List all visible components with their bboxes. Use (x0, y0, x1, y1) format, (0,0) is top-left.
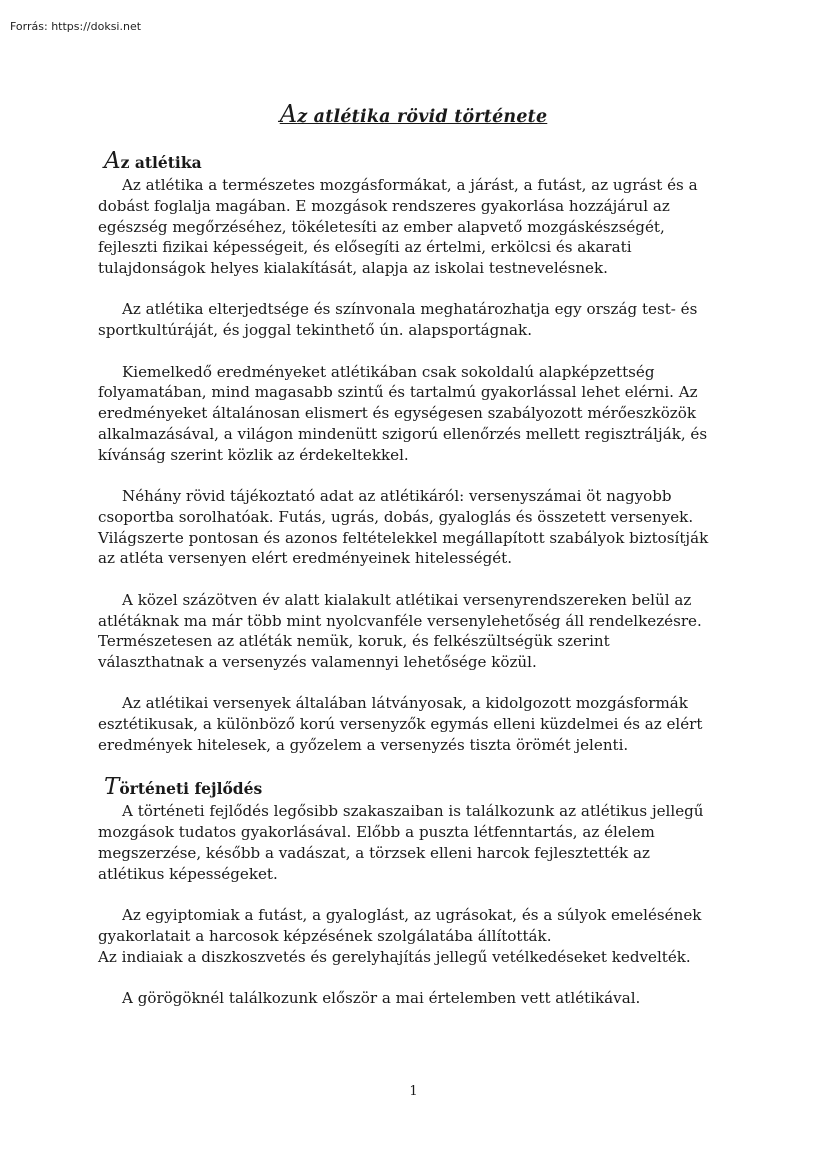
source-line: Forrás: https://doksi.net (10, 20, 142, 33)
paragraph: Az atlétikai versenyek általában látványosak, a kidolgozott mozgásformák esztétikusak, a különböző korú versenyzők egymás elleni küzdelmei és az elért eredmények hitelesek, a győzelem a versenyzés tiszta örömét jelenti. (98, 694, 703, 755)
paragraph: Az atlétika elterjedtsége és színvonala meghatározhatja egy ország test- és sportkultúráját, és joggal tekinthető ún. alapsportágnak. (98, 300, 698, 340)
title-initial: A (279, 100, 298, 128)
paragraph: A történeti fejlődés legősibb szakaszaiban is találkozunk az atlétikus jellegű mozgások tudatos gyakorlásával. Előbb a puszta létfenntartás, az élelem megszerzése, később a vadászat, a törzsek elleni harcok fejlesztették az atlétikus képességeket. (98, 802, 704, 883)
title-text: z atlétika rövid története (297, 107, 548, 127)
heading-text: z atlétika (120, 153, 202, 172)
paragraph: Az atlétika a természetes mozgásformákat, a járást, a futást, az ugrást és a dobást foglalja magában. E mozgások rendszeres gyakorlása hozzájárul az egészség megőrzéséhez, tökéletesíti az ember alapvető mozgáskészségét, fejleszti fizikai képességeit, és elősegíti az értelmi, erkölcsi és akarati tulajdonságok helyes kialakítását, alapja az iskolai testnevelésnek. (98, 176, 698, 278)
paragraph: Az egyiptomiak a futást, a gyaloglást, az ugrásokat, és a súlyok emelésének gyakorlatait a harcosok képzésének szolgálatába állították. (98, 906, 702, 945)
section-heading-tortenet (98, 776, 716, 800)
heading-initial: T (104, 774, 120, 801)
paragraph: Kiemelkedő eredményeket atlétikában csak sokoldalú alapképzettség folyamatában, mind magasabb szintű és tartalmú gyakorlással lehet elérni. Az eredményeket általánosan elismert és egységesen szabályozott mérőeszközök alkalmazásával, a világon mindenütt szigorú ellenőrzés mellett regisztrálják, és kívánság szerint közlik az érdekeltekkel. (98, 362, 708, 464)
document-body (98, 150, 716, 1029)
paragraph: Néhány rövid tájékoztató adat az atlétikáról: versenyszámai öt nagyobb csoportba sorolhatóak. Futás, ugrás, dobás, gyaloglás és összetett versenyek. Világszerte pontosan és azonos feltételekkel megállapított szabályok biztosítják az atléta versenyen elért eredményeinek hitelességét. (98, 487, 709, 568)
section-heading-atletika (98, 150, 716, 174)
heading-initial: A (104, 148, 121, 174)
document-title (0, 100, 827, 128)
heading-text: örténeti fejlődés (119, 779, 263, 799)
page-number: 1 (409, 1084, 418, 1099)
paragraph: A görögöknél találkozunk először a mai értelemben vett atlétikával. (122, 988, 641, 1007)
paragraph: A közel százötven év alatt kialakult atlétikai versenyrendszereken belül az atlétáknak ma már több mint nyolcvanféle versenylehetőség áll rendelkezésre. Természetesen az atléták nemük, koruk, és felkészültségük szerint választhatnak a versenyzés valamennyi lehetősége közül. (98, 590, 702, 672)
paragraph: Az indiaiak a diszkoszvetés és gerelyhajítás jellegű vetélkedéseket kedvelték. (98, 947, 691, 966)
